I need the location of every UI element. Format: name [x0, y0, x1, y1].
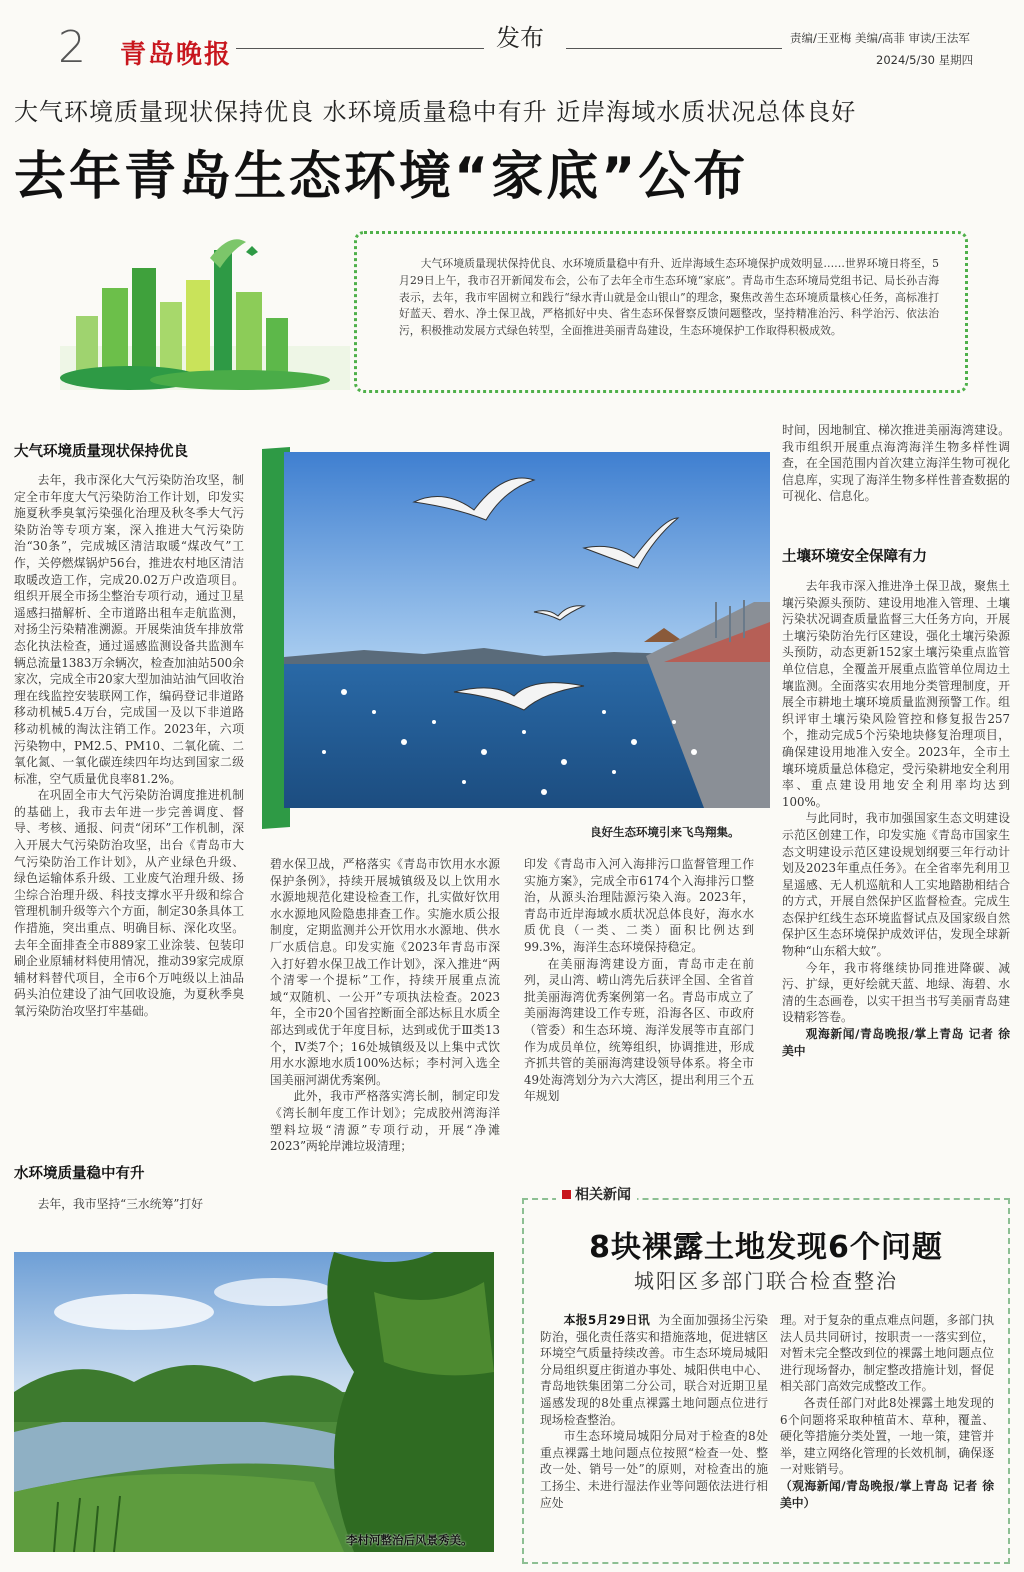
- related-news-title: 8块裸露土地发现6个问题: [589, 1230, 943, 1265]
- column-4-top: [782, 422, 1010, 505]
- photo-caption-river: 李村河整治后风景秀美。: [346, 1533, 473, 1547]
- related-column-2: [780, 1312, 994, 1511]
- header-rule-left: [236, 48, 484, 49]
- paragraph: 去年，我市深化大气污染防治攻坚，制定全市年度大气污染防治工作计划，印发实施夏秋季臭氧污染强化治理及秋冬季大气污染防治等专项方案，深入推进大气污染防治“30条”，完成城区清洁取暖“煤改气”工作，关停燃煤锅炉56台，推进农村地区清洁取暖改造工作，完成20.02万户改造项目。组织开展全市扬尘整治专项行动，通过卫星遥感扫描解析、全市道路出租车走航监测，对扬尘污染精准溯源。开展柴油货车排放常态化执法检查，通过遥感监测设备共监测车辆总流量1383万余辆次，检查加油站500余家次，完成全市20家大型加油站油气回收治理在线监控安装联网工作，编码登记非道路移动机械5.4万台，完成国一及以下非道路移动机械的淘汰注销工作。2023年，六项污染物中，PM2.5、PM10、二氧化硫、二氧化氮、一氧化碳连续四年均达到国家二级标准，空气质量优良率81.2%。: [14, 473, 244, 786]
- related-news-subtitle: 城阳区多部门联合检查整治: [634, 1269, 898, 1293]
- paragraph: 今年，我市将继续协同推进降碳、减污、扩绿，更好绘就天蓝、地绿、海碧、水清的生态画卷，以实干担当书写美丽青岛建设精彩答卷。: [782, 960, 1010, 1025]
- section-title: 发布: [496, 24, 544, 52]
- related-column-1: [540, 1312, 768, 1511]
- paragraph: 此外，我市严格落实湾长制，制定印发《湾长制年度工作计划》；完成胶州湾海洋塑料垃圾“清源”专项行动，开展“净滩2023”两轮岸滩垃圾清理；: [270, 1089, 500, 1154]
- red-square-icon: [562, 1190, 571, 1199]
- paragraph: 去年我市深入推进净土保卫战，聚焦土壤污染源头预防、建设用地准入管理、土壤污染状况调查质量监督三大任务方向，开展土壤污染防治先行区建设，强化土壤污染源头预防，动态更新152家土壤污染重点监管单位信息，全覆盖开展重点监管单位周边土壤监测。全面落实农用地分类管理制度，开展全市耕地土壤环境质量监测预警工作。组织评审土壤污染风险管控和修复报告257个，推动完成5个污染地块修复治理项目，确保建设用地准入安全。2023年，全市土壤环境质量总体稳定，受污染耕地安全利用率、重点建设用地安全利用率均达到100%。: [782, 579, 1010, 809]
- river-photo: [14, 1252, 494, 1552]
- related-news-tag: 相关新闻: [556, 1184, 637, 1204]
- photo-caption-seagulls: 良好生态环境引来飞鸟翔集。: [590, 825, 740, 839]
- page-number: 2: [58, 22, 86, 73]
- header-rule-right: [566, 48, 782, 49]
- issue-date: 2024/5/30 星期四: [876, 53, 974, 67]
- column-2: [270, 856, 500, 1155]
- masthead-logo: 青岛晚报: [120, 40, 233, 70]
- paragraph: 为全面加强扬尘污染防治，强化责任落实和措施落地，促进辖区环境空气质量持续改善。市生态环境局城阳分局组织夏庄街道办事处、城阳供电中心、青岛地铁集团第二分公司，联合对近期卫星遥感发现的8处重点裸露土地问题点位进行现场检查整治。: [540, 1313, 768, 1427]
- subhead-soil: 土壤环境安全保障有力: [782, 549, 927, 565]
- summary-box: 大气环境质量现状保持优良、水环境质量稳中有升、近岸海域生态环境保护成效明显……世界环境日将至，5月29日上午，我市召开新闻发布会，公布了去年全市生态环境“家底”。青岛市生态环境局党组书记、局长孙吉海表示，去年，我市牢固树立和践行“绿水青山就是金山银山”的理念，聚焦改善生态环境质量核心任务，高标准打好蓝天、碧水、净土保卫战，严格抓好中央、省生态环保督察反馈问题整改，坚持精准治污、科学治污、依法治污，积极推动发展方式绿色转型，全面推进美丽青岛建设，生态环境保护工作取得积极成效。: [354, 231, 968, 393]
- column-1-water: [14, 1196, 244, 1213]
- subhead-water: 水环境质量稳中有升: [14, 1166, 145, 1182]
- paragraph: 市生态环境局城阳分局对于检查的8处重点裸露土地问题点位按照“检查一处、整改一处、销号一处”的原则，对检查出的施工扬尘、未进行湿法作业等问题依法进行相应处: [540, 1429, 768, 1510]
- paragraph: 在美丽海湾建设方面，青岛市走在前列，灵山湾、崂山湾先后获评全国、全省首批美丽海湾优秀案例第一名。青岛市成立了美丽海湾建设工作专班，沿海各区、市政府（管委）和生态环境、海洋发展等市直部门作为成员单位，统筹组织，协调推进，形成齐抓共管的美丽海湾建设领导体系。将全市49处海湾划分为六大湾区，提出利用三个五年规划: [524, 956, 754, 1104]
- headline: 去年青岛生态环境“家底”公布: [14, 147, 749, 207]
- kicker-subtitle: 大气环境质量现状保持优良 水环境质量稳中有升 近岸海域水质状况总体良好: [14, 98, 857, 126]
- paragraph: 各责任部门对此8处裸露土地发现的6个问题将采取种植苗木、草种，覆盖、硬化等措施分类处置，一地一策，建管并举，建立网络化管理的长效机制，确保逐一对账销号。: [780, 1395, 994, 1477]
- paragraph: 理。对于复杂的重点难点问题，多部门执法人员共同研讨，按职责一一落实到位，对暂未完全整改到位的裸露土地问题点位进行现场督办，制定整改措施计划，督促相关部门高效完成整改工作。: [780, 1313, 994, 1394]
- seagulls-photo: [284, 452, 770, 808]
- dateline: 本报5月29日讯: [563, 1313, 651, 1327]
- related-byline: （观海新闻/青岛晚报/掌上青岛 记者 徐美中）: [780, 1478, 994, 1510]
- city-skyline-illustration: [60, 228, 350, 390]
- byline: 观海新闻/青岛晚报/掌上青岛 记者 徐美中: [782, 1027, 1010, 1058]
- paragraph: 印发《青岛市入河入海排污口监督管理工作实施方案》，完成全市6174个入海排污口整治，从源头治理陆源污染入海。2023年，青岛市近岸海域水质状况总体良好，海水水质优良（一类、二类）面积比例达到99.3%，海洋生态环境保持稳定。: [524, 857, 754, 954]
- editor-credits: 责编/王亚梅 美编/高菲 审读/王法军: [790, 31, 970, 45]
- column-4: [782, 578, 1010, 1059]
- paragraph: 碧水保卫战，严格落实《青岛市饮用水水源保护条例》，持续开展城镇级及以上饮用水水源地规范化建设检查工作，扎实做好饮用水水源地风险隐患排查工作。实施水质公报制度，定期监测并公开饮用水水源地、供水厂水质信息。印发实施《2023年青岛市深入打好碧水保卫战工作计划》，深入推进“两个清零一个提标”工作，持续开展重点流域“双随机、一公开”专项执法检查。2023年，全市20个国省控断面全部达标且水质全部达到或优于年度目标，达到或优于Ⅲ类13个，Ⅳ类7个；16处城镇级及以上集中式饮用水水源地水质100%达标；李村河入选全国美丽河湖优秀案例。: [270, 857, 500, 1087]
- paragraph: 时间，因地制宜、梯次推进美丽海湾建设。我市组织开展重点海湾海洋生物多样性调查，在全国范围内首次建立海洋生物可视化信息库，实现了海洋生物多样性普查数据的可视化、信息化。: [782, 423, 1010, 504]
- paragraph: 去年，我市坚持“三水统筹”打好: [37, 1197, 204, 1211]
- subhead-air: 大气环境质量现状保持优良: [14, 444, 188, 460]
- paragraph: 在巩固全市大气污染防治调度推进机制的基础上，我市去年进一步完善调度、督导、考核、通报、问责“闭环”工作机制，深入开展大气污染防治攻坚，出台《青岛市大气污染防治工作计划》，从产业绿色升级、绿色运输体系升级、工业废气治理升级、扬尘综合治理升级、科技支撑水平升级和综合管理机制升级等六个方面，制定30条具体工作措施，突出重点、明确目标、深化攻坚。去年全面排查全市889家工业涂装、包装印刷企业原辅材料使用情况，推动39家完成原辅材料替代项目，全市6个万吨级以上油品码头泊位建设了油气回收设施，为夏秋季臭氧污染防治攻坚打牢基础。: [14, 788, 244, 1018]
- column-1: [14, 472, 244, 1020]
- paragraph: 与此同时，我市加强国家生态文明建设示范区创建工作，印发实施《青岛市国家生态文明建设示范区建设规划纲要三年行动计划及2023年重点任务》。在全省率先利用卫星遥感、无人机巡航和人工实地踏勘相结合的方式，开展自然保护区监督检查。完成生态保护红线生态环境监督试点及国家级自然保护区生态环境保护成效评估，发现全球新物种“山东稻大蚊”。: [782, 811, 1010, 959]
- column-3: [524, 856, 754, 1105]
